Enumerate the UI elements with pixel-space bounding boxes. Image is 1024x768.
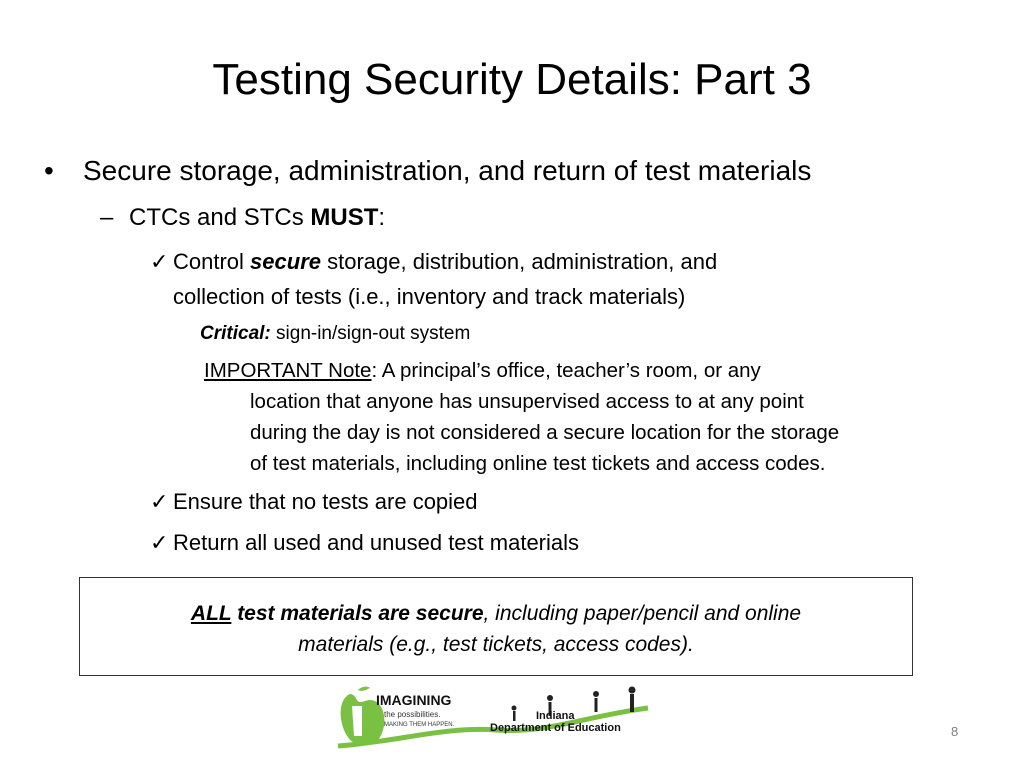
control-rest: storage, distribution, administration, and bbox=[321, 249, 718, 274]
logo-dept-line1: Indiana bbox=[536, 710, 575, 722]
bullet-secure-storage-text: Secure storage, administration, and return of test materials bbox=[83, 155, 812, 186]
important-note-line1 bbox=[204, 356, 761, 387]
callout-bold-rest: test materials are secure bbox=[231, 602, 484, 625]
callout-line1 bbox=[80, 598, 912, 629]
important-note-label: IMPORTANT Note bbox=[204, 359, 372, 382]
bullet-marker: • bbox=[44, 155, 54, 186]
important-note-rest: : A principal’s office, teacher’s room, or any bbox=[371, 359, 761, 382]
callout-line2: materials (e.g., test tickets, access codes). bbox=[298, 633, 694, 656]
indiana-doe-logo bbox=[336, 686, 652, 752]
callout-line1-rest: , including paper/pencil and online bbox=[483, 602, 802, 625]
must-colon: : bbox=[378, 204, 386, 231]
checkmark-icon: ✓ bbox=[150, 249, 169, 274]
check-no-copies: Ensure that no tests are copied bbox=[173, 489, 478, 514]
callout-all: ALL bbox=[190, 602, 232, 625]
important-note-line3: during the day is not considered a secure location for the storage bbox=[250, 421, 840, 444]
slide-title: Testing Security Details: Part 3 bbox=[212, 55, 812, 104]
logo-possibilities: the possibilities. bbox=[384, 710, 441, 719]
logo-imagining: IMAGINING bbox=[376, 692, 452, 708]
logo-tagline: MAKING THEM HAPPEN. bbox=[384, 722, 455, 728]
critical-label: Critical: bbox=[200, 323, 271, 344]
check-control-line2: collection of tests (i.e., inventory and track materials) bbox=[173, 284, 686, 309]
important-note-line2: location that anyone has unsupervised access to at any point bbox=[250, 390, 804, 413]
critical-text: sign-in/sign-out system bbox=[270, 323, 471, 344]
callout-box bbox=[79, 577, 913, 676]
important-note-line4: of test materials, including online test tickets and access codes. bbox=[250, 452, 826, 475]
slide-number: 8 bbox=[951, 724, 959, 739]
checkmark-icon: ✓ bbox=[150, 489, 169, 514]
check-return-materials: Return all used and unused test materials bbox=[173, 530, 580, 555]
checkmark-icon: ✓ bbox=[150, 530, 169, 555]
logo-dept-line2: Department of Education bbox=[490, 722, 621, 734]
bullet-ctcs-stcs bbox=[129, 202, 385, 234]
bullet-secure-storage bbox=[44, 153, 54, 189]
must-bold: MUST bbox=[310, 204, 379, 231]
control-pre: Control bbox=[173, 249, 251, 274]
dash-marker: – bbox=[100, 204, 114, 231]
critical-note bbox=[200, 321, 470, 347]
check-control-line1 bbox=[173, 247, 717, 277]
bullet-ctcs-text: CTCs and STCs bbox=[129, 204, 311, 231]
secure-emphasis: secure bbox=[250, 249, 321, 274]
